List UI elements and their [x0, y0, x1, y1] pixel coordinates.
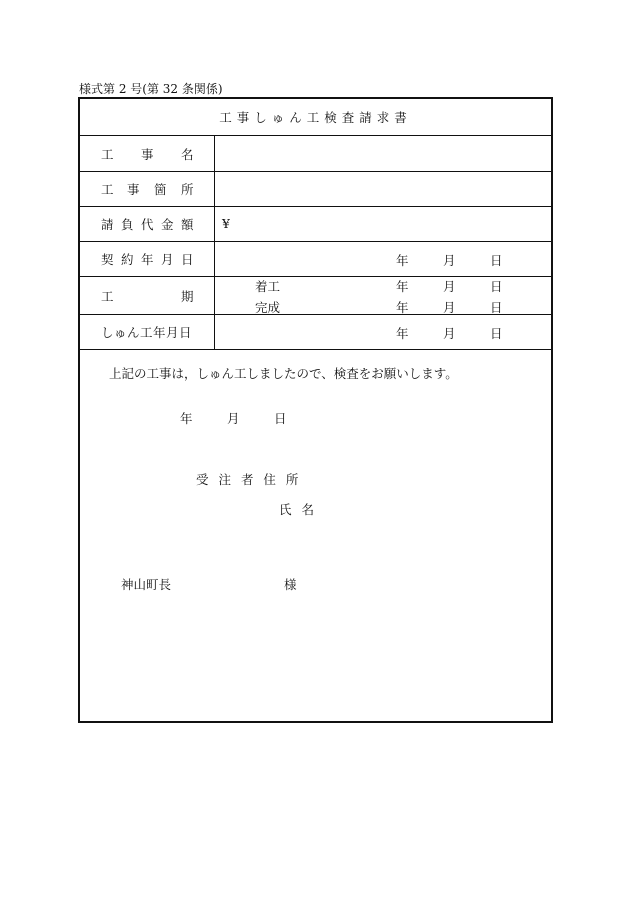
- currency-symbol: ¥: [222, 216, 230, 231]
- contractor-address-label: 受 注 者 住 所: [196, 472, 302, 487]
- addressee: 神山町長: [121, 577, 172, 592]
- start-year-label: 年: [396, 279, 409, 294]
- project-location-label: 工 事 箇 所: [80, 172, 215, 206]
- row-project-location: [80, 172, 551, 207]
- completion-date-label: しゅん工年月日: [80, 315, 215, 349]
- contract-amount-label: 請 負 代 金 額: [80, 207, 215, 241]
- request-month-label: 月: [227, 411, 240, 426]
- inspection-request-form: [78, 97, 553, 723]
- end-year-label: 年: [396, 300, 409, 315]
- request-day-label: 日: [274, 411, 287, 426]
- row-contract-amount: [80, 207, 551, 242]
- end-day-label: 日: [490, 300, 503, 315]
- row-project-name: [80, 136, 551, 172]
- start-day-label: 日: [490, 279, 503, 294]
- completion-year-label: 年: [396, 326, 409, 341]
- contract-date-label: 契 約 年 月 日: [80, 242, 215, 276]
- project-name-label: 工 事 名: [80, 136, 215, 171]
- contract-year-label: 年: [396, 253, 409, 268]
- row-construction-period: [80, 277, 551, 315]
- honorific: 様: [284, 577, 297, 592]
- start-month-label: 月: [443, 279, 456, 294]
- contract-day-label: 日: [490, 253, 503, 268]
- request-year-label: 年: [180, 411, 193, 426]
- completion-day-label: 日: [490, 326, 503, 341]
- contract-month-label: 月: [443, 253, 456, 268]
- end-label: 完成: [255, 300, 281, 315]
- request-statement: 上記の工事は，しゅん工しましたので、検査をお願いします。: [109, 366, 458, 381]
- completion-month-label: 月: [443, 326, 456, 341]
- start-label: 着工: [255, 279, 281, 294]
- end-month-label: 月: [443, 300, 456, 315]
- row-contract-date: [80, 242, 551, 277]
- form-number: 様式第 2 号(第 32 条関係): [79, 82, 223, 96]
- construction-period-label: 工 期: [80, 277, 215, 314]
- project-name-value[interactable]: [216, 136, 550, 171]
- form-title: 工事しゅん工検査請求書: [80, 99, 551, 136]
- contractor-name-label: 氏 名: [279, 502, 317, 517]
- project-location-value[interactable]: [216, 172, 550, 206]
- row-completion-date: [80, 315, 551, 350]
